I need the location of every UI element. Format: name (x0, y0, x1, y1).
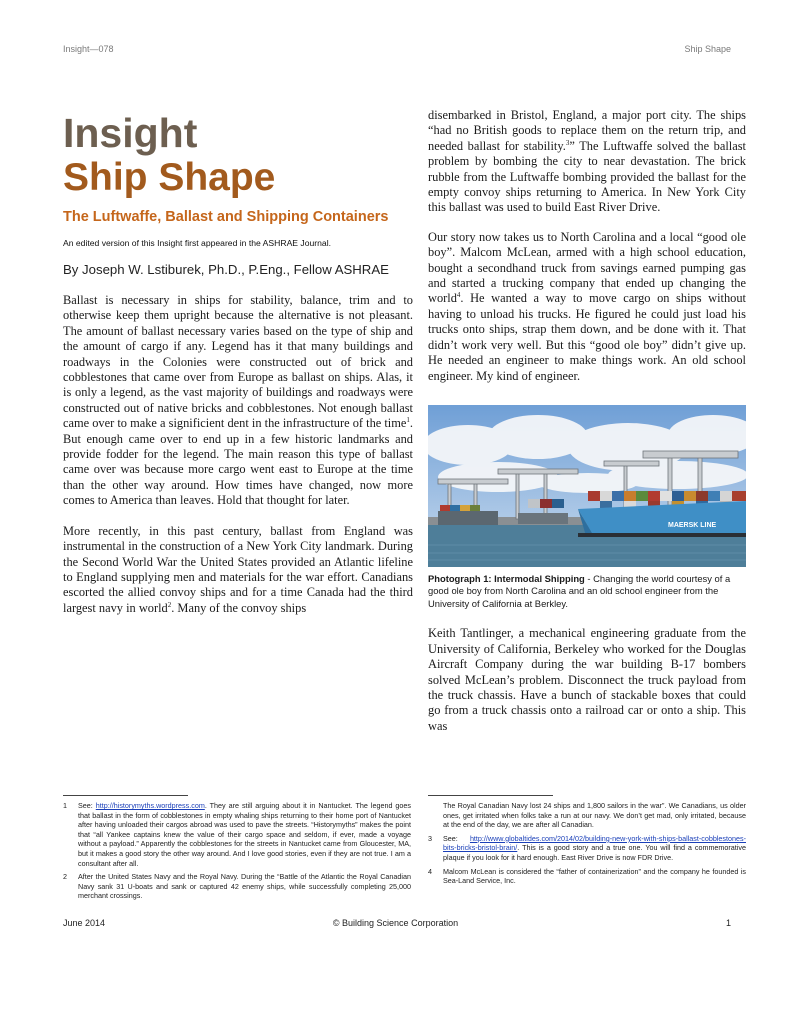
paragraph-text: disembarked in Bristol, England, a major port city. The ships “had no British goods to replace them on the return trip, and needed ballast for stability. (428, 108, 746, 153)
body-paragraph (428, 108, 746, 216)
footnote-item (63, 872, 411, 901)
footnote-text: The Royal Canadian Navy lost 24 ships and 1,800 sailors in the war”. We Canadians, us older ones, get irritated when folks take a run at our navy. We don’t get mad, only irritated, because at the end of the day, we are after all Canadian. (443, 801, 746, 830)
title-insight: Insight (63, 110, 198, 156)
paragraph-text: . He wanted a way to move cargo on ships without having to unload his trucks. He figured he could just load his trucks onto ships, strap them down, and be done with it. That didn’t work very well. But this “good ole boy” didn’t give up. He needed an engineer to make things work. An old school engineer. My kind of engineer. (428, 291, 746, 383)
body-paragraph (63, 524, 413, 616)
footnote-prefix: See: (78, 801, 96, 810)
title-ship-shape: Ship Shape (63, 156, 276, 199)
intermodal-shipping-photo (428, 405, 746, 567)
footnote-item (428, 867, 746, 886)
body-paragraph (428, 230, 746, 384)
footnote-number: 2 (63, 872, 67, 882)
article-subtitle: The Luftwaffe, Ballast and Shipping Containers (63, 209, 389, 225)
body-paragraph: Keith Tantlinger, a mechanical engineering graduate from the University of California, Berkeley who worked for the Douglas Aircraft Company during the war building B-17 bombers solved McLean’s problem. Disconnect the truck payload from the truck chassis. Have a bunch of stackable boxes that could go from a truck chassis onto a railroad car or onto a ship. This was (428, 626, 746, 733)
right-body (428, 108, 746, 384)
paragraph-text: Ballast is necessary in ships for stability, balance, trim and to otherwise keep them upright because the alternative is not pleasant. The amount of ballast necessary varies based on the type of ship and the amount of cargo if any. Legend has it that many buildings and roadways in the Colonies were constructed out of brick and cobblestones that came over from Europe as ballast on ships. Alas, it is only a legend, as the vast majority of buildings and roadways were constructed out of native bricks and cobblestones. Not enough ballast came over to make a significient dent in the infrastructure of the time (63, 293, 413, 431)
header-series-label: Insight—078 (63, 44, 114, 54)
footnote-ref[interactable]: 4 (456, 291, 461, 300)
ship-hull-lettering: MAERSK LINE (668, 521, 717, 529)
footnote-text (78, 801, 411, 868)
caption-text: - Changing the world courtesy of a good ole boy from North Carolina and an old school engineer from the University of California at Berkley. (428, 572, 731, 609)
paragraph-text: ” The Luftwaffe solved the ballast problem by bombing the city to near devastation. The brick rubble from the Luftwaffe bombing provided the ballast for the empty convoy ships returning to America. In New York City this ballast was used to build East River Drive. (428, 138, 747, 215)
footnote-divider (428, 795, 553, 796)
caption-label: Photograph 1: Intermodal Shipping (428, 572, 585, 584)
historymyths-link[interactable]: http://historymyths.wordpress.com (95, 801, 205, 810)
footnote-continuation (428, 801, 746, 830)
publication-note: An edited version of this Insight first appeared in the ASHRAE Journal. (63, 238, 331, 248)
paragraph-text: . Many of the convoy ships (171, 600, 307, 615)
right-body-continued (428, 626, 746, 734)
photo-caption (428, 573, 746, 611)
paragraph-text: More recently, in this past century, ballast from England was instrumental in the construction of a New York City landmark. During the Second World War the United States provided an Atlantic lifeline to England supplying men and materials for the war effort. Canadians escorted the allied convoy ships and for a time Canada had the third largest navy in world (63, 523, 413, 615)
footer-copyright: © Building Science Corporation (332, 918, 459, 928)
paragraph-text: Our story now takes us to North Carolina and a local “good ole boy”. Malcom McLean, armed with a high school education, bought a secondhand truck from savings earned pumping gas and started a trucking company that ended up changing the world (428, 229, 746, 306)
page-number: 1 (725, 918, 731, 928)
footnote-number: 3 (428, 833, 432, 843)
footnote-ref[interactable]: 2 (167, 600, 172, 609)
header-article-title: Ship Shape (684, 44, 731, 54)
right-column (428, 108, 746, 734)
footnote-body: . This is a good story and a true one. You will find a commemorative plaque if you look for it hard enough. East River Drive is now FDR Drive. (443, 843, 746, 862)
footnote-number: 4 (428, 866, 432, 876)
footnote-divider (63, 795, 188, 796)
globaltides-link[interactable]: http://www.globaltides.com/2014/02/building-new-york-with-ships-ballast-cobblestones-bits-bricks-bristol-brain/ (443, 833, 746, 853)
body-paragraph (63, 293, 413, 509)
footnote-ref[interactable]: 1 (406, 416, 410, 425)
author-byline: By Joseph W. Lstiburek, Ph.D., P.Eng., Fellow ASHRAE (63, 262, 389, 277)
footnote-text (443, 834, 746, 863)
footnote-body: . They are still arguing about it in Nantucket. The legend goes that ballast in the form of cobblestones in empty whaling ships returning to their home port of Nantucket after having unloaded their cargos abroad was used to pave the streets. “Historymyths” makes the point that “all Yankee captains knew the value of their cargo space and seldom, if ever, made a voyage without a payload.” Apparently the cobblestones for the streets in Nantucket came from Gloucester, MA, but it makes a good story the other way around. And I love good stories, even if they are not true. I am a consultant after all. (78, 801, 411, 868)
footnotes-right (428, 801, 746, 890)
footer-date: June 2014 (63, 918, 106, 928)
left-body (63, 293, 413, 616)
footnote-prefix: See: (443, 833, 470, 843)
footnote-item (428, 834, 746, 863)
footnote-item (63, 801, 411, 868)
footnote-number: 1 (63, 801, 67, 810)
footnote-text: After the United States Navy and the Royal Navy. During the “Battle of the Atlantic the Royal Canadian Navy sank 31 U-boats and sank or captured 42 enemy ships, while successfully completing 25,000 merchant crossings. (78, 872, 411, 901)
footnote-ref[interactable]: 3 (565, 138, 570, 147)
footnotes-left (63, 801, 411, 905)
left-column (63, 110, 413, 616)
footnote-text: Malcom McLean is considered the “father of containerization” and the company he founded is Sea-Land Service, Inc. (443, 866, 746, 886)
paragraph-text: . But enough came over to end up in a few historic landmarks and provide fodder for the legend. The main reason this type of ballast came over was because more cargo went east to Europe at the time than the other way around. How times have changed, now more comes to America than leaves. Hold that thought for later. (63, 416, 413, 508)
